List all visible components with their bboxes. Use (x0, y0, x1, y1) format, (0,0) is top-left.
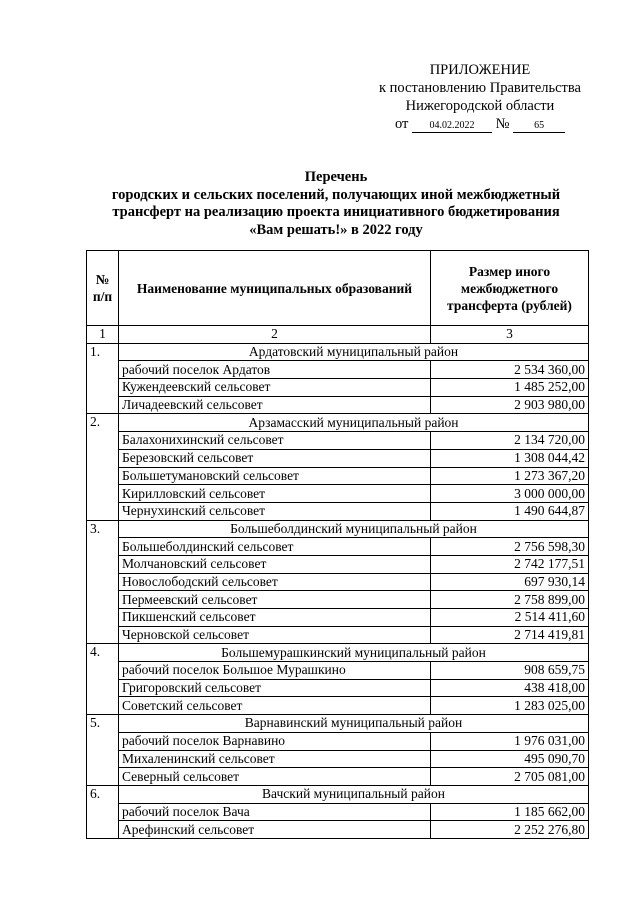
district-name: Вачский муниципальный район (119, 785, 589, 803)
settlement-name: Михаленинский сельсовет (119, 750, 431, 768)
settlement-name: Березовский сельсовет (119, 449, 431, 467)
settlement-name: Советский сельсовет (119, 697, 431, 715)
settlement-name: Большеболдинский сельсовет (119, 538, 431, 556)
transfer-amount: 1 283 025,00 (431, 697, 589, 715)
header-amount: Размер иного межбюджетного трансферта (рублей) (431, 251, 589, 326)
district-row (87, 343, 589, 361)
table-row (87, 555, 589, 573)
decree-date: 04.02.2022 (412, 120, 492, 133)
transfer-amount: 2 705 081,00 (431, 768, 589, 786)
settlement-name: рабочий поселок Варнавино (119, 732, 431, 750)
table-row (87, 538, 589, 556)
settlement-name: Черновской сельсовет (119, 626, 431, 644)
table-row (87, 379, 589, 397)
table-row (87, 467, 589, 485)
table-row (87, 768, 589, 786)
transfer-table (86, 250, 589, 839)
transfer-amount: 1 308 044,42 (431, 449, 589, 467)
transfer-amount: 2 742 177,51 (431, 555, 589, 573)
column-numbers-row (87, 326, 589, 344)
settlement-name: Новослободский сельсовет (119, 573, 431, 591)
transfer-amount: 2 252 276,80 (431, 821, 589, 839)
district-name: Варнавинский муниципальный район (119, 715, 589, 733)
appendix-block (360, 61, 600, 133)
table-row (87, 662, 589, 680)
table-body (87, 343, 589, 838)
table-row (87, 502, 589, 520)
transfer-amount: 2 514 411,60 (431, 609, 589, 627)
transfer-amount: 1 490 644,87 (431, 502, 589, 520)
settlement-name: Чернухинский сельсовет (119, 502, 431, 520)
district-number: 3. (87, 520, 119, 644)
table-row (87, 697, 589, 715)
table-row (87, 679, 589, 697)
settlement-name: рабочий поселок Вача (119, 803, 431, 821)
table-row (87, 432, 589, 450)
transfer-amount: 1 976 031,00 (431, 732, 589, 750)
settlement-name: Балахонихинский сельсовет (119, 432, 431, 450)
settlement-name: Пикшенский сельсовет (119, 609, 431, 627)
table-header-row (87, 251, 589, 326)
district-row (87, 644, 589, 662)
appendix-line-1: к постановлению Правительства (379, 80, 581, 96)
appendix-date-line (360, 115, 600, 133)
transfer-amount: 908 659,75 (431, 662, 589, 680)
table-row (87, 609, 589, 627)
district-name: Ардатовский муниципальный район (119, 343, 589, 361)
decree-number: 65 (513, 120, 565, 133)
transfer-amount: 1 185 662,00 (431, 803, 589, 821)
table-row (87, 361, 589, 379)
appendix-title: ПРИЛОЖЕНИЕ (429, 62, 531, 78)
district-row (87, 414, 589, 432)
header-name: Наименование муниципальных образований (119, 251, 431, 326)
settlement-name: Пермеевский сельсовет (119, 591, 431, 609)
title-line-3: трансферт на реализацию проекта инициативного бюджетирования (112, 204, 560, 220)
number-label: № (495, 116, 510, 132)
district-number: 1. (87, 343, 119, 414)
district-row (87, 715, 589, 733)
district-name: Большеболдинский муниципальный район (119, 520, 589, 538)
appendix-line-2: Нижегородской области (405, 98, 555, 114)
column-number: 2 (119, 326, 431, 344)
district-number: 4. (87, 644, 119, 715)
transfer-amount: 438 418,00 (431, 679, 589, 697)
district-number: 6. (87, 785, 119, 838)
settlement-name: рабочий поселок Большое Мурашкино (119, 662, 431, 680)
header-num: № п/п (87, 251, 119, 326)
title-line-2: городских и сельских поселений, получающих иной межбюджетный (111, 186, 561, 203)
document-title (70, 169, 602, 239)
transfer-amount: 697 930,14 (431, 573, 589, 591)
settlement-name: Кирилловский сельсовет (119, 485, 431, 503)
settlement-name: Григоровский сельсовет (119, 679, 431, 697)
district-name: Большемурашкинский муниципальный район (119, 644, 589, 662)
title-line-1: Перечень (304, 169, 368, 185)
table-row (87, 626, 589, 644)
settlement-name: рабочий поселок Ардатов (119, 361, 431, 379)
settlement-name: Кужендеевский сельсовет (119, 379, 431, 397)
table-row (87, 573, 589, 591)
district-number: 5. (87, 715, 119, 786)
table-row (87, 591, 589, 609)
settlement-name: Большетумановский сельсовет (119, 467, 431, 485)
table-row (87, 485, 589, 503)
from-label: от (394, 116, 409, 132)
transfer-amount: 2 756 598,30 (431, 538, 589, 556)
transfer-amount: 2 134 720,00 (431, 432, 589, 450)
table-row (87, 803, 589, 821)
transfer-amount: 1 485 252,00 (431, 379, 589, 397)
transfer-amount: 2 758 899,00 (431, 591, 589, 609)
table-row (87, 750, 589, 768)
column-number: 1 (87, 326, 119, 344)
district-number: 2. (87, 414, 119, 520)
settlement-name: Молчановский сельсовет (119, 555, 431, 573)
district-name: Арзамасский муниципальный район (119, 414, 589, 432)
district-row (87, 520, 589, 538)
transfer-amount: 495 090,70 (431, 750, 589, 768)
settlement-name: Личадеевский сельсовет (119, 396, 431, 414)
settlement-name: Северный сельсовет (119, 768, 431, 786)
transfer-amount: 3 000 000,00 (431, 485, 589, 503)
table-row (87, 396, 589, 414)
transfer-amount: 2 903 980,00 (431, 396, 589, 414)
transfer-amount: 2 534 360,00 (431, 361, 589, 379)
district-row (87, 785, 589, 803)
transfer-amount: 2 714 419,81 (431, 626, 589, 644)
settlement-name: Арефинский сельсовет (119, 821, 431, 839)
table-row (87, 821, 589, 839)
table-row (87, 732, 589, 750)
table-row (87, 449, 589, 467)
column-number: 3 (431, 326, 589, 344)
transfer-amount: 1 273 367,20 (431, 467, 589, 485)
title-line-4: «Вам решать!» в 2022 году (249, 221, 423, 238)
